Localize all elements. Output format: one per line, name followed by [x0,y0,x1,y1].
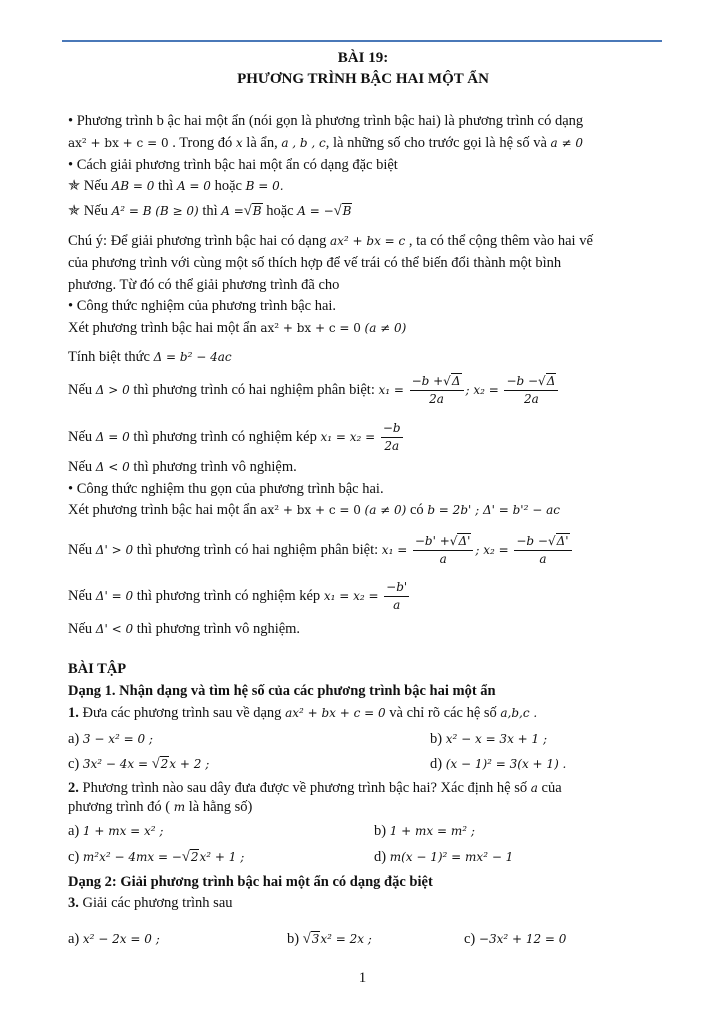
theory-note-3: phương. Từ đó có thể giải phương trình đã cho [68,277,340,293]
header-rule [62,40,662,42]
theory-line-7: Xét phương trình bậc hai một ẩn ax² + bx + c = 0 (a ≠ 0) [68,320,407,336]
fraction: $\frac{-b}{2a}$ [382,421,401,454]
theory-line-14: Nếu Δ' > 0 thì phương trình có hai nghiệm phân biệt: x₁ = $\frac{-b' +√\Delta'}{a}$ ; x₂ = $\frac{-b -√\Delta'}{a}$ [68,530,660,570]
question-1: 1. Đưa các phương trình sau về dạng ax² + bx + c = 0 và chỉ rõ các hệ số a,b,c . [68,705,538,721]
theory-line-13: Xét phương trình bậc hai một ẩn ax² + bx + c = 0 (a ≠ 0) có b = 2b' ; Δ' = b'² − ac [68,502,560,518]
theory-line-5: ✯ Nếu A² = B (B ≥ 0) thì A =√B hoặc A = −√B [68,203,352,219]
page-header [68,48,658,90]
item-2b: b) 1 + mx = m² ; [374,823,475,839]
item-1b: b) x² − x = 3x + 1 ; [430,731,548,747]
theory-line-11: Nếu Δ < 0 thì phương trình vô nghiệm. [68,459,297,475]
item-1a: a) 3 − x² = 0 ; [68,731,153,747]
theory-line-6: • Công thức nghiệm của phương trình bậc hai. [68,298,337,314]
item-1c: c) 3x² − 4x = √2x + 2 ; [68,756,210,772]
question-2-line-1: 2. Phương trình nào sau dây đưa được về phương trình bậc hai? Xác định hệ số a của [68,780,562,796]
theory-line-16: Nếu Δ' < 0 thì phương trình vô nghiệm. [68,621,301,637]
theory-note-2: của phương trình với cùng một số thích hợp để vế trái có thể biến đổi thành một bình [68,255,562,271]
theory-line-2: ax² + bx + c = 0 . Trong đó x là ẩn, a , b , c, là những số cho trước gọi là hệ số và a ≠ 0 [68,135,583,151]
item-2c: c) m²x² − 4mx = −√2x² + 1 ; [68,849,245,865]
question-2-row-1 [68,821,660,841]
item-3b: b) √3x² = 2x ; [287,931,372,947]
fraction: $\frac{-b +√\Delta}{2a}$ [410,373,464,408]
fraction: $\frac{-b -√\Delta'}{a}$ [514,533,571,568]
theory-line-3: • Cách giải phương trình bậc hai một ẩn có dạng đặc biệt [68,157,398,173]
lesson-title: PHƯƠNG TRÌNH BẬC HAI MỘT ẨN [237,71,489,87]
item-2a: a) 1 + mx = x² ; [68,823,164,839]
question-3: 3. Giải các phương trình sau [68,895,233,911]
star-icon: ✯ [68,203,81,219]
question-1-row-1 [68,729,660,749]
question-2-line-2: phương trình đó ( m là hằng số) [68,799,253,815]
theory-line-1: • Phương trình b ậc hai một ẩn (nói gọn là phương trình bậc hai) là phương trình có dạng [68,113,584,129]
fraction: $\frac{-b' +√\Delta'}{a}$ [413,533,474,568]
type-1-heading: Dạng 1. Nhận dạng và tìm hệ số của các phương trình bậc hai một ẩn [68,683,496,699]
item-3c: c) −3x² + 12 = 0 [464,931,567,947]
question-2-row-2 [68,847,660,867]
question-1-row-2 [68,754,660,774]
theory-line-8: Tính biệt thức Δ = b² − 4ac [68,349,232,365]
theory-line-15: Nếu Δ' = 0 thì phương trình có nghiệm kép x₁ = x₂ = $\frac{-b'}{a}$ [68,580,408,613]
item-3a: a) x² − 2x = 0 ; [68,931,160,947]
exercises-heading: BÀI TẬP [68,661,127,677]
item-2d: d) m(x − 1)² = mx² − 1 [374,849,514,865]
item-1d: d) (x − 1)² = 3(x + 1) . [430,756,567,772]
fraction: $\frac{-b -√\Delta}{2a}$ [504,373,558,408]
question-3-row-1 [68,929,660,949]
lesson-number: BÀI 19: [337,50,389,66]
page-number: 1 [358,970,367,986]
theory-line-10: Nếu Δ = 0 thì phương trình có nghiệm kép x₁ = x₂ = $\frac{-b}{2a}$ [68,421,401,454]
star-icon: ✯ [68,178,81,194]
theory-line-9: Nếu Δ > 0 thì phương trình có hai nghiệm phân biệt: x₁ = $\frac{-b +√\Delta}{2a}$ ; x₂ = $\frac{-b -√\Delta}{2a}$ [68,370,660,410]
type-2-heading: Dạng 2: Giải phương trình bậc hai một ẩn có dạng đặc biệt [68,874,433,890]
theory-line-4: ✯ Nếu AB = 0 thì A = 0 hoặc B = 0. [68,178,284,194]
theory-line-12: • Công thức nghiệm thu gọn của phương trình bậc hai. [68,481,384,497]
fraction: $\frac{-b'}{a}$ [386,580,408,613]
theory-note-1: Chú ý: Để giải phương trình bậc hai có dạng ax² + bx = c , ta có thể cộng thêm vào hai vế [68,233,593,249]
